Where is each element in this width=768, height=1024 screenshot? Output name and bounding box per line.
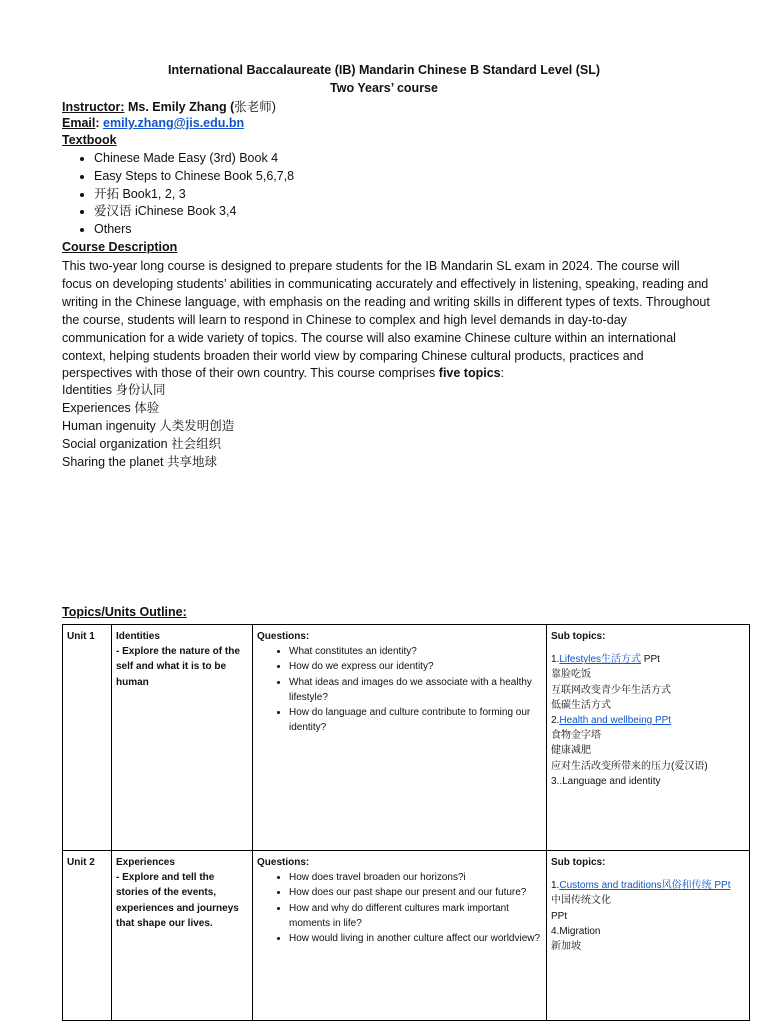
question-item: • What ideas and images do we associate with a healthy lifestyle? bbox=[289, 675, 542, 705]
instructor-chinese-name: 张老师 bbox=[234, 100, 272, 114]
unit-theme: Experiences bbox=[116, 857, 175, 868]
subtopic-link[interactable]: Lifestyles生活方式 bbox=[559, 654, 642, 666]
subtopic-item: 3..Language and identity bbox=[551, 775, 661, 787]
subtopic-item: 新加坡 bbox=[551, 941, 581, 953]
unit-aim: - Explore and tell the stories of the events, experiences and journeys that shape our lives. bbox=[116, 872, 239, 929]
description-end: : bbox=[500, 366, 505, 381]
unit-number: Unit 2 bbox=[63, 851, 112, 1021]
questions-list bbox=[257, 644, 542, 735]
unit-theme: Identities bbox=[116, 631, 160, 642]
description-bold: five topics bbox=[438, 366, 501, 381]
subtopic-item: 应对生活改变所带来的压力(爱汉语) bbox=[551, 760, 708, 772]
textbook-item: • Easy Steps to Chinese Book 5,6,7,8 bbox=[94, 168, 294, 186]
topic-item: Experiences 体验 bbox=[62, 400, 160, 415]
outline-heading: Topics/Units Outline: bbox=[62, 605, 187, 619]
textbook-heading: Textbook bbox=[62, 133, 117, 147]
course-description-heading: Course Description bbox=[62, 240, 178, 254]
questions-label: Questions: bbox=[257, 631, 310, 642]
subtopic-item: 互联网改变青少年生活方式 bbox=[551, 684, 671, 696]
subtopics-label: Sub topics: bbox=[551, 631, 606, 642]
units-table bbox=[62, 624, 750, 1021]
subtopic-suffix: PPt bbox=[641, 654, 660, 666]
unit-questions-cell bbox=[253, 851, 547, 1021]
instructor-name: Ms. Emily Zhang ( bbox=[124, 100, 235, 114]
unit-theme-cell bbox=[112, 625, 253, 851]
unit-number: Unit 1 bbox=[63, 625, 112, 851]
subtopic-item: 靠脸吃饭 bbox=[551, 669, 591, 681]
question-item: • How does travel broaden our horizons?i bbox=[289, 870, 542, 885]
email-line bbox=[62, 116, 244, 130]
unit-aim: - Explore the nature of the self and what it is to be human bbox=[116, 646, 240, 688]
question-item: • How and why do different cultures mark important moments in life? bbox=[289, 901, 542, 931]
textbook-item: • 开拓 Book1, 2, 3 bbox=[94, 186, 294, 204]
subtopic-item: 食物金字塔 bbox=[551, 730, 601, 742]
question-item: • How do we express our identity? bbox=[289, 659, 542, 674]
subtopic-prefix: 2. bbox=[551, 715, 560, 727]
instructor-close: ) bbox=[271, 100, 276, 114]
subtopic-item: 低碳生活方式 bbox=[551, 699, 611, 711]
question-item: • How do language and culture contribute to forming our identity? bbox=[289, 705, 542, 735]
topic-item: Sharing the planet 共享地球 bbox=[62, 454, 217, 469]
instructor-line bbox=[62, 97, 276, 115]
document-title: International Baccalaureate (IB) Mandarin Chinese B Standard Level (SL) bbox=[167, 63, 601, 77]
subtopic-line bbox=[551, 878, 745, 893]
topics-list bbox=[62, 382, 234, 472]
subtopic-link[interactable]: Customs and traditions风俗和传统 PPt bbox=[559, 880, 731, 892]
topic-item: Human ingenuity 人类发明创造 bbox=[62, 418, 235, 433]
question-item: • How would living in another culture affect our worldview? bbox=[289, 931, 542, 946]
subtopic-prefix: 1. bbox=[551, 880, 560, 892]
instructor-label: Instructor: bbox=[62, 100, 125, 114]
questions-list bbox=[257, 870, 542, 946]
table-row bbox=[63, 851, 750, 1021]
subtopic-item: 健康减肥 bbox=[551, 745, 591, 757]
email-link[interactable]: emily.zhang@jis.edu.bn bbox=[103, 116, 245, 130]
topic-item: Social organization 社会组织 bbox=[62, 436, 222, 451]
document-subtitle: Two Years’ course bbox=[330, 81, 438, 95]
subtopic-link[interactable]: Health and wellbeing PPt bbox=[559, 715, 672, 727]
subtopic-prefix: 1. bbox=[551, 654, 560, 666]
textbook-item: • Chinese Made Easy (3rd) Book 4 bbox=[94, 150, 294, 168]
email-label: Email bbox=[62, 116, 96, 130]
unit-theme-cell bbox=[112, 851, 253, 1021]
question-item: • How does our past shape our present and our future? bbox=[289, 885, 542, 900]
subtopic-line bbox=[551, 713, 745, 728]
textbook-item: • 爱汉语 iChinese Book 3,4 bbox=[94, 203, 294, 221]
topic-item: Identities 身份认同 bbox=[62, 383, 166, 397]
subtopic-item: 中国传统文化 bbox=[551, 895, 611, 907]
description-body: This two-year long course is designed to prepare students for the IB Mandarin SL exam in 2024. The course will focus on developing students’ abilities in communicating accurately and effectively in listening, speaking, reading and writing in the Chinese language, with emphasis on the reading and writing skills in different types of texts. Throughout the course, students will learn to respond in Chinese to complex and high level demands in day-to-day communication for a wide variety of topics. The course will also examine Chinese culture within an international context, helping students broaden their world view by comparing Chinese cultural products, practices and perspectives with those of their own country. This course comprises bbox=[62, 259, 710, 381]
email-colon: : bbox=[95, 116, 103, 130]
course-description-text bbox=[62, 258, 712, 383]
unit-subtopics-cell bbox=[547, 625, 750, 851]
subtopic-item: PPt bbox=[551, 910, 568, 922]
subtopic-line bbox=[551, 652, 745, 667]
textbook-item: • Others bbox=[94, 221, 294, 239]
textbook-list bbox=[62, 150, 294, 239]
table-row bbox=[63, 625, 750, 851]
subtopic-item: 4.Migration bbox=[551, 925, 601, 937]
unit-subtopics-cell bbox=[547, 851, 750, 1021]
question-item: • What constitutes an identity? bbox=[289, 644, 542, 659]
questions-label: Questions: bbox=[257, 857, 310, 868]
subtopics-label: Sub topics: bbox=[551, 857, 606, 868]
unit-questions-cell bbox=[253, 625, 547, 851]
